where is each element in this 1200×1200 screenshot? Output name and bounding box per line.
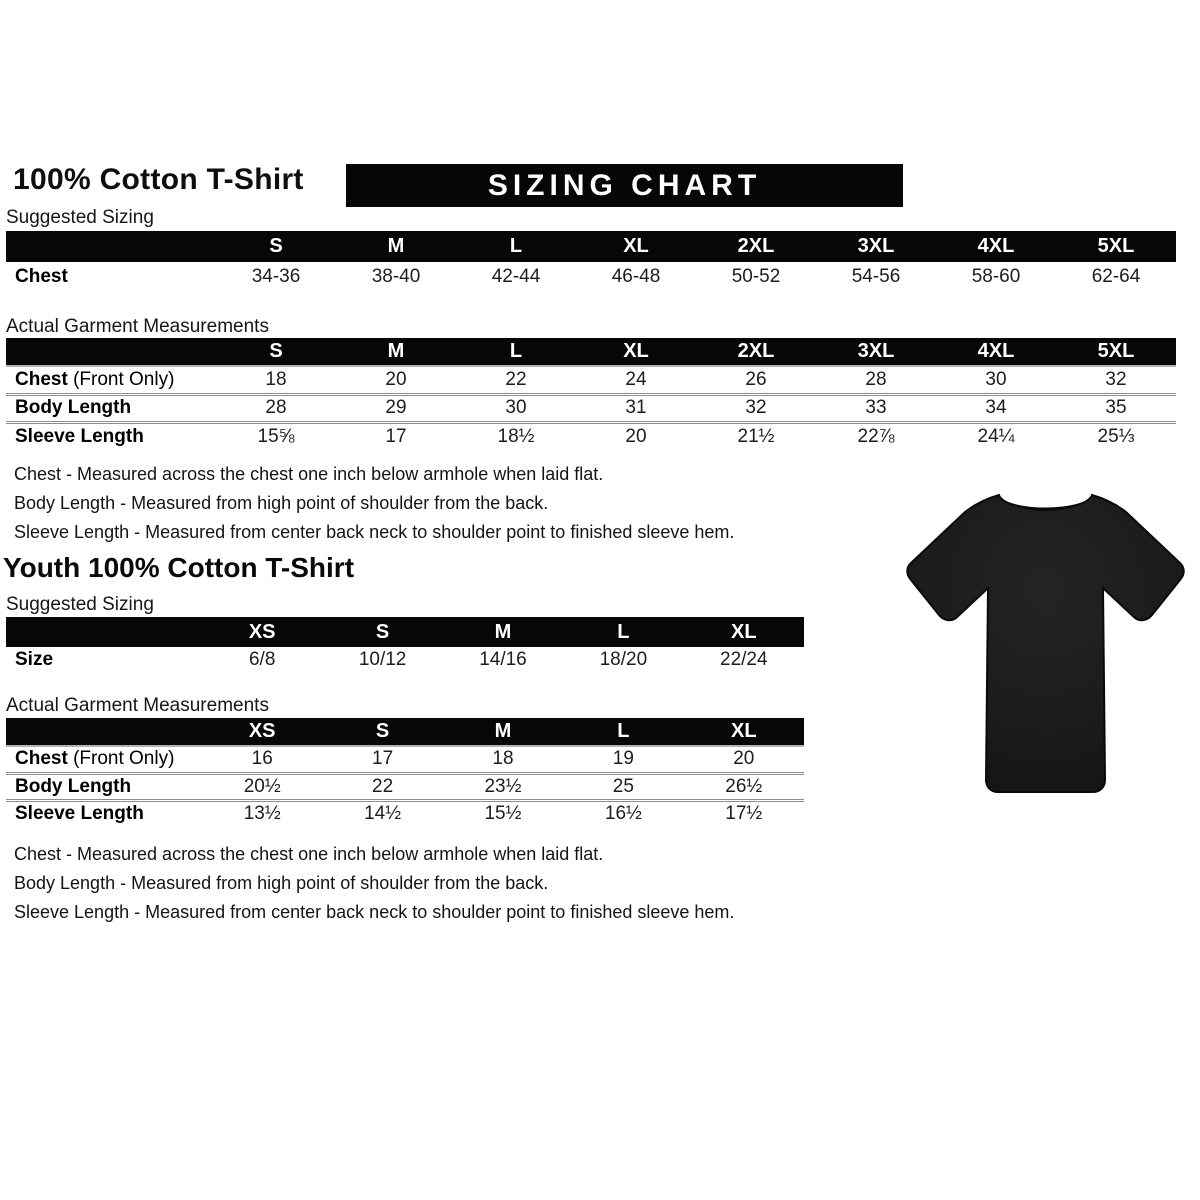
size-cell: 17½ [684,800,804,827]
row-label [6,773,202,800]
size-cell: 15½ [443,800,563,827]
size-cell: 18 [265,368,287,390]
size-cell: 13½ [202,800,322,827]
row-label-suffix: (Front Only) [67,368,175,390]
size-cell: 16½ [563,800,683,827]
row-label-text: Sleeve Length [15,425,144,447]
table-row [6,746,804,773]
header-spacer [6,231,216,262]
size-cell: 17 [336,422,456,450]
size-cell: 62-64 [1091,265,1141,287]
column-header: 5XL [1056,338,1176,366]
size-cell: 24¼ [936,422,1056,450]
column-header: XL [576,231,696,262]
size-cell: 15⅝ [216,422,336,450]
size-cell: 22⅞ [816,422,936,450]
column-header: XL [576,338,696,366]
header-row [6,617,804,647]
row-label [6,647,202,673]
note-line: Body Length - Measured from high point of shoulder from the back. [14,873,549,893]
column-header: 4XL [936,231,1056,262]
column-header: 3XL [816,338,936,366]
section-label-suggested-youth: Suggested Sizing [6,594,154,615]
size-cell: 24 [625,368,647,390]
size-cell: 19 [612,748,634,770]
size-cell: 34 [936,394,1056,422]
size-cell: 22 [505,368,527,390]
size-cell: 17 [372,748,394,770]
size-cell: 18½ [456,422,576,450]
column-header: XL [684,617,804,647]
table-row [6,262,1176,291]
size-cell: 31 [576,394,696,422]
size-cell: 54-56 [851,265,901,287]
row-label [6,366,216,394]
row-label [6,394,216,422]
row-label-text: Size [15,649,54,670]
row-label [6,746,202,773]
column-header: L [456,231,576,262]
column-header: L [563,718,683,746]
row-label-text: Sleeve Length [15,803,144,825]
size-cell: 23½ [443,773,563,800]
size-cell: 33 [816,394,936,422]
row-label-text: Chest [15,265,68,287]
section-label-actual-youth: Actual Garment Measurements [6,695,269,716]
youth-suggested-sizing-table [6,617,804,673]
size-cell: 21½ [696,422,816,450]
youth-garment-measurements-table [6,718,804,827]
page-title: 100% Cotton T-Shirt [13,163,304,196]
row-label [6,800,202,827]
size-cell: 42-44 [491,265,541,287]
black-tshirt-graphic [893,465,1198,815]
size-cell: 28 [865,368,887,390]
size-cell: 16 [251,748,273,770]
size-cell: 6/8 [248,649,276,670]
size-cell: 25 [563,773,683,800]
header-row [6,231,1176,262]
row-label [6,262,216,291]
youth-measurement-notes [14,840,734,927]
column-header: S [216,338,336,366]
table-row [6,647,804,673]
column-header: S [322,617,442,647]
size-cell: 18 [492,748,514,770]
note-line: Chest - Measured across the chest one inch below armhole when laid flat. [14,464,604,484]
header-spacer [6,718,202,746]
size-cell: 10/12 [358,649,407,670]
size-cell: 20 [385,368,407,390]
column-header: S [216,231,336,262]
table-row [6,773,804,800]
row-label-text: Body Length [15,775,132,797]
row-label-suffix: (Front Only) [67,748,175,770]
column-header: M [336,338,456,366]
size-cell: 20 [576,422,696,450]
section-label-suggested: Suggested Sizing [6,207,154,228]
section-label-actual: Actual Garment Measurements [6,316,269,337]
column-header: M [443,617,563,647]
row-label-text: Body Length [15,397,132,418]
size-cell: 50-52 [731,265,781,287]
size-cell: 26 [745,368,767,390]
column-header: XL [684,718,804,746]
size-cell: 28 [216,394,336,422]
row-label [6,422,216,450]
table-row [6,800,804,827]
youth-section-title: Youth 100% Cotton T-Shirt [3,552,355,583]
size-cell: 22/24 [720,649,768,670]
size-cell: 20½ [202,773,322,800]
tshirt-image [893,465,1198,815]
column-header: M [336,231,456,262]
column-header: 2XL [696,338,816,366]
note-line: Body Length - Measured from high point of shoulder from the back. [14,493,549,513]
header-row [6,718,804,746]
column-header: 2XL [696,231,816,262]
note-line: Sleeve Length - Measured from center back neck to shoulder point to finished sleeve hem. [14,522,735,542]
row-label-text: Chest [15,748,68,770]
size-cell: 29 [336,394,456,422]
size-cell: 35 [1056,394,1176,422]
size-cell: 30 [456,394,576,422]
size-cell: 18/20 [599,649,648,670]
header-spacer [6,338,216,366]
column-header: L [456,338,576,366]
column-header: M [443,718,563,746]
column-header: 3XL [816,231,936,262]
note-line: Chest - Measured across the chest one inch below armhole when laid flat. [14,844,604,864]
row-label-text: Chest [15,368,68,390]
size-cell: 38-40 [371,265,421,287]
header-spacer [6,617,202,647]
adult-garment-measurements-table [6,338,1176,450]
column-header: 4XL [936,338,1056,366]
column-header: L [563,617,683,647]
table-row [6,422,1176,450]
size-cell: 25⅓ [1056,422,1176,450]
header-row [6,338,1176,366]
size-cell: 30 [985,368,1007,390]
size-cell: 26½ [684,773,804,800]
size-cell: 14/16 [479,649,527,670]
column-header: XS [202,718,322,746]
adult-suggested-sizing-table [6,231,1176,291]
column-header: 5XL [1056,231,1176,262]
sizing-chart-banner: SIZING CHART [346,164,903,207]
size-cell: 20 [733,748,755,770]
column-header: S [322,718,442,746]
tshirt-body [907,495,1184,792]
size-cell: 22 [322,773,442,800]
size-cell: 34-36 [251,265,301,287]
column-header: XS [202,617,322,647]
size-cell: 32 [1105,368,1127,390]
size-cell: 14½ [322,800,442,827]
size-cell: 32 [696,394,816,422]
adult-measurement-notes [14,460,734,547]
note-line: Sleeve Length - Measured from center back neck to shoulder point to finished sleeve hem. [14,902,735,922]
table-row [6,394,1176,422]
table-row [6,366,1176,394]
size-cell: 46-48 [611,265,661,287]
size-cell: 58-60 [971,265,1021,287]
